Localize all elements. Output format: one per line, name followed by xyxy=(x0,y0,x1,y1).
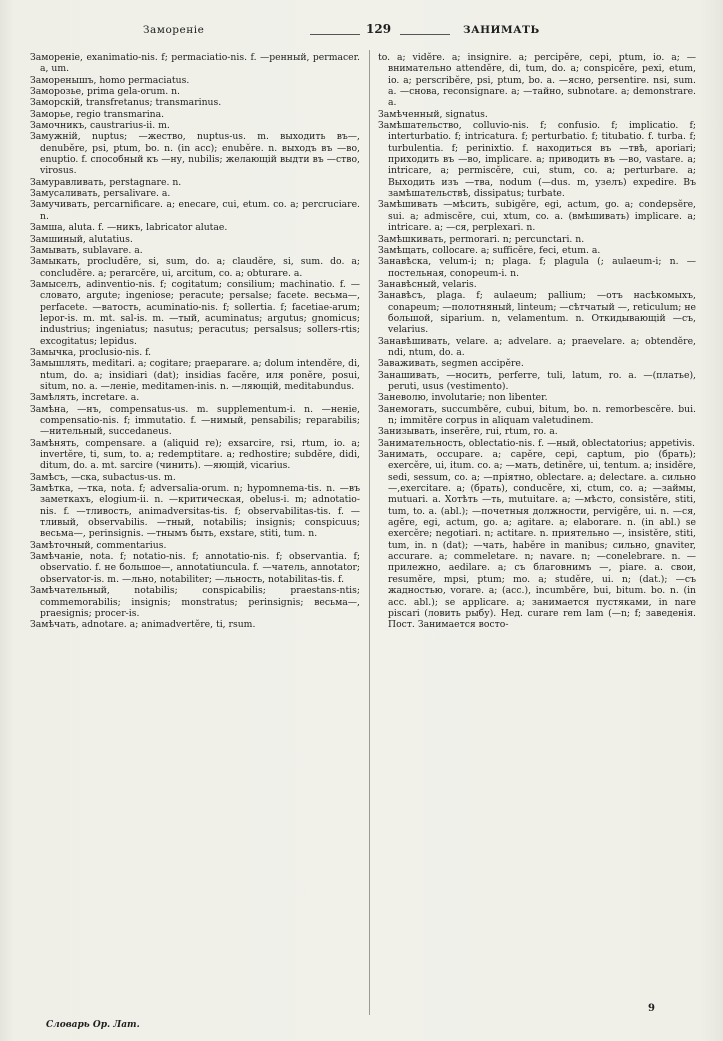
right-column xyxy=(378,52,696,631)
dictionary-entry: Заморенышъ, homo permaciatus. xyxy=(30,74,190,86)
dictionary-entry: Заморье, regio transmarina. xyxy=(30,108,165,120)
dictionary-entry: Замыкать, procludĕre, si, sum, do. a; claudĕre, si, sum. do. a; concludĕre. a; perarcĕre, ui, arcitum, co. a; obturare. a. xyxy=(30,256,360,279)
dictionary-entry: Занавѣсъ, plaga. f; aulaeum; pallium; —отъ насѣкомыхъ, conapeum; —полотняный, linteum; —сѣтчатый —, reticulum; не большой, siparium. n, velamentum. n. Откидывающiй —съ, velarius. xyxy=(378,290,696,336)
dictionary-entry: Замѣчанiе, nota. f; notatio-nis. f; annotatio-nis. f; observantia. f; observatio. f. не большое—, annotatiuncula. f. —чатель, annotator; observator-is. m. —льно, notabiliter; —льность, notabilitas-tis. f. xyxy=(30,551,360,585)
dictionary-entry: Замѣшивать —мѣсить, subigĕre, egi, actum, go. a; condepsĕre, sui. a; admiscĕre, cui, xtum, co. a. (вмѣшивать) implicare. a; intricare. a; —ся, perplexari. n. xyxy=(378,199,696,234)
dictionary-entry: Замычка, proclusio-nis. f. xyxy=(30,346,152,358)
dictionary-entry: Замѣчательный, notabilis; conspicabilis; praestans-ntis; commemorabilis; insignis; monstratus; perinsignis; весьма—, praesignis; procer-is. xyxy=(30,585,360,619)
dictionary-entry: Занизывать, inserĕre, rui, rtum, ro. a. xyxy=(378,426,558,438)
dictionary-entry: Замѣшательство, colluvio-nis. f; confusio. f; implicatio. f; interturbatio. f; intricatura. f; perturbatio. f; titubatio. f. turba. f; turbulentia. f; perinixtio. f. находиться въ —твѣ, aporiari; приходить въ —во, implicare. a; приводить въ —во, vastare. a; intricare, a; permiscĕre, cui, stum, co. a; perturbare. a; Выходить изъ —тва, nodum (—dus. m, узелъ) expedire. Въ замѣшательствѣ, dissipatus; turbate. xyxy=(378,120,696,200)
dictionary-entry: Занавѣшивать, velare. a; advelare. a; praevelare. a; obtendĕre, ndi, ntum, do. a. xyxy=(378,335,696,358)
dictionary-entry: Занимательность, oblectatio-nis. f. —ный, oblectatorius; appetivis. xyxy=(378,437,695,449)
dictionary-entry: Замѣточный, commentarius. xyxy=(30,539,167,551)
header-right-catchword: ЗАНИМАТЬ xyxy=(463,24,540,36)
dictionary-entry: Замыселъ, adinventio-nis. f; cogitatum; consilium; machinatio. f. —словато, argute; ingeniose; peracute; persalse; facete. весьма—, perfacete. —ватость, acuminatio-nis. f; sollertia. f; facetiae-arum; lepor-is. m. mt. sal-is. m. —тый, acuminatus; argutus; gnomicus; industrius; ingeniatus; nasutus; peracutus; persalsus; sollers-rtis; excogitatus; lepidus. xyxy=(30,278,360,347)
dictionary-entry: Замѣтка, —тка, nota. f; adversalia-orum. n; hypomnema-tis. n. —въ заметкахъ, elogium-ii. n. —критическая, obelus-i. m; adnotatio-nis. f. —тливость, animadversitas-tis. f; observabilitas-tis. f. —тливый, observabilis. —тный, notabilis; insignis; conspicuus; весьма—, perinsignis. —тнымъ быть, exstare, stiti, tum. n. xyxy=(30,483,360,540)
dictionary-entry: Замѣна, —нъ, compensatus-us. m. supplementum-i. n. —ненiе, compensatio-nis. f; immutatio. f. —нимый, pensabilis; reparabilis; —нительный, succedaneus. xyxy=(30,403,360,438)
dictionary-entry: Замочникъ, caustrarius-ii. m. xyxy=(30,120,170,132)
dictionary-entry: Замужнiй, nuptus; —жество, nuptus-us. m. выходить въ—, denubĕre, psi, ptum, bo. n. (in acc); enubĕre. n. выходъ въ —во, enuptio. f. способный къ —ну, nubilis; желающiй выдти въ —ство, virosus. xyxy=(30,131,360,177)
dictionary-entry: Заморенiе, exanimatio-nis. f; permaciatio-nis. f. —ренный, permacer. a, um. xyxy=(30,52,360,75)
page-number: 129 xyxy=(366,22,392,36)
dictionary-entry: Заморскiй, transfretanus; transmarinus. xyxy=(30,97,222,109)
dictionary-entry: Занемогать, succumbĕre, cubui, bitum, bo. n. remorbescĕre. bui. n; immitĕre corpus in aliquam valetudinem. xyxy=(378,403,696,426)
column-divider xyxy=(369,50,370,1015)
dictionary-entry: Замѣсъ, —ска, subactus-us. m. xyxy=(30,471,176,483)
dictionary-entry: Замша, aluta. f. —никъ, labricator alutae. xyxy=(30,222,228,234)
dictionary-entry: Замѣлять, incretare. a. xyxy=(30,392,140,404)
dictionary-entry: Заваживать, segmen accipĕre. xyxy=(378,358,524,370)
dictionary-entry: Занавѣсный, velaris. xyxy=(378,278,477,290)
dictionary-entry: Замышлять, meditari. a; cogitare; praeparare. a; dolum intendĕre, di, ntum, do. a; insidiari (dat); insidias facĕre, иля ponĕre, posui, situm, no. a. —ленiе, meditamen-inis. n. —ляющiй, meditabundus. xyxy=(30,358,360,392)
footer-sheet-number: 9 xyxy=(648,1003,655,1014)
dictionary-entry: Замѣшкивать, permorari. n; percunctari. n. xyxy=(378,233,585,245)
header-left-catchword: Заморенiе xyxy=(143,24,205,36)
dictionary-entry: Замѣщать, collocare. a; sufficĕre, feci, etum. a. xyxy=(378,244,601,256)
page-header xyxy=(28,22,693,40)
dictionary-entry: Замусаливать, persalivare. a. xyxy=(30,188,171,200)
left-column xyxy=(30,52,360,631)
dictionary-entry: to. a; vidĕre. a; insignire. a; percipĕre, cepi, ptum, io. a; —внимательно attendĕre, di, tum, do. a; conspicĕre, pexi, etum, io. a; perscribĕre, psi, ptum, bo. a. —ясно, persentire. nsi, sum. a. —снова, reconsignare. a; —тайно, subnotare. a; demonstrare. a. xyxy=(378,52,696,109)
footer-signature-title: Словарь Ор. Лат. xyxy=(46,1020,140,1030)
dictionary-entry: Занашивать, —носить, perferre, tuli, latum, ro. a. —(платье), peruti, usus (vestimento). xyxy=(378,369,696,392)
dictionary-entry: Замѣчать, adnotare. a; animadvertĕre, ti, rsum. xyxy=(30,619,256,631)
dictionary-entry: Занавѣска, velum-i; n; plaga. f; plagula (; aulaeum-i; n. —постельная, conopeum-i. n. xyxy=(378,256,696,279)
dictionary-entry: Замучивать, percarnificare. a; enecare, cui, etum. co. a; percruciare. n. xyxy=(30,199,360,222)
dictionary-entry: Замшиный, alutatius. xyxy=(30,233,133,245)
dictionary-entry: Занимать, occupare. a; capĕre, cepi, captum, pio (брать); exercĕre, ui, itum. co. a; —мать, detinĕre, ui, tentum. a; insidĕre, sedi, sessum, co. a; —прiятно, oblectare. a; delectare. a. сильно —,exercitare. a; (брать), conducĕre, xi, ctum, co. a; —займы, mutuari. a. Хотѣть —ть, mutuitare. a; —мѣсто, consistĕre, stiti, tum, to. a. (abl.); —почетныя должности, pervigĕre, ui. n. —ся, agĕre, egi, actum, go. a; agitare. a; elaborare. n. (in abl.) se exercĕre; negotiari. n; actitare. n. приятельно —, insistĕre, stiti, tum, in. n (dat); —чать, habĕre in manibus; сильно, gnaviter, accurare. a; commeletare. n; navare. n; —conelebrare. n. —прилежно, aedilare. a; съ благовнимъ —, piare. a. свои, resumĕre, mpsi, ptum; mo. a; studĕre, ui. n; (dat.); —съ жадностью, vorare. a; (acc.), incumbĕre, bui, bitum. bo. n. (in acc. abl.); se applicare. a; занимается пустяками, in nare piscari (ловить рыбу). Нед. curare rem lam (—n; f; заведенiя. Пост. Занимается восто- xyxy=(378,449,696,631)
dictionary-entry: Замѣченный, signatus. xyxy=(378,108,488,120)
dictionary-entry: Замывать, sublavare. a. xyxy=(30,244,143,256)
header-rule-right xyxy=(400,34,450,35)
dictionary-entry: Замѣнять, compensare. a (aliquid re); exsarcire, rsi, rtum, io. a; invertĕre, ti, sum, to. a; redemptitare. a; redhostire; subdĕre, didi, ditum, do. a. mt. sarcire (чинить). —яющiй, vicarius. xyxy=(30,437,360,472)
header-rule-left xyxy=(310,34,360,35)
dictionary-entry: Заневолю, involutarie; non libenter. xyxy=(378,392,548,404)
dictionary-entry: Заморозье, prima gela-orum. n. xyxy=(30,86,180,98)
dictionary-entry: Замуравливать, perstagnare. n. xyxy=(30,176,182,188)
